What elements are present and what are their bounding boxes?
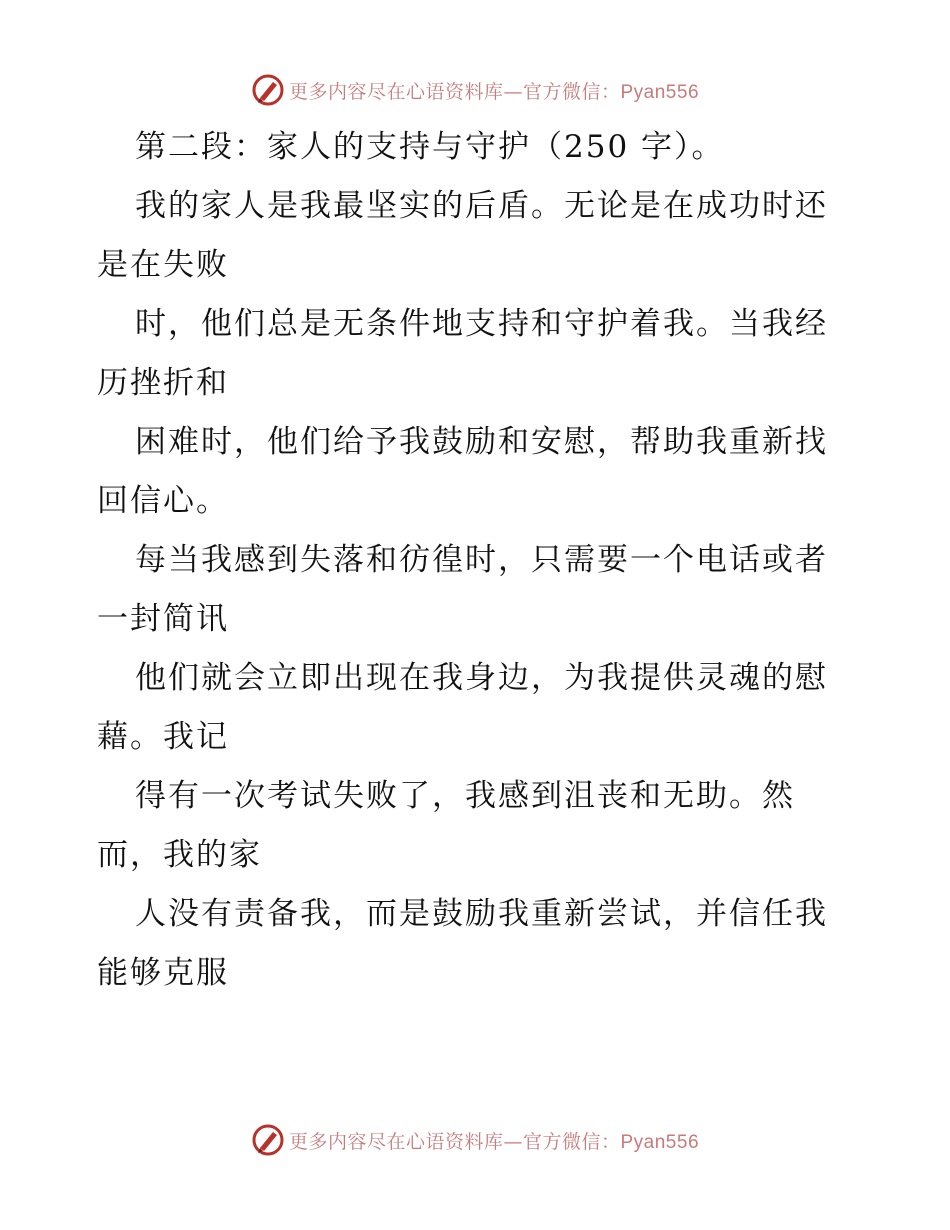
text-line: 是在失败: [97, 247, 229, 283]
text-line: 能够克服: [97, 955, 229, 991]
text-line: 一封简讯: [97, 601, 229, 637]
footer-watermark: [0, 1120, 950, 1160]
text-line: 得有一次考试失败了，我感到沮丧和无助。然: [135, 778, 795, 814]
text-line: 历挫折和: [97, 365, 229, 401]
header-watermark: [0, 70, 950, 110]
text-line: 而，我的家: [97, 837, 262, 873]
text-line: 时，他们总是无条件地支持和守护着我。当我经: [135, 306, 828, 342]
document-body: [97, 118, 857, 1003]
text-line: 回信心。: [97, 483, 229, 519]
text-line: 藉。我记: [97, 719, 229, 755]
text-line: 第二段：家人的支持与守护（250 字）。: [135, 129, 725, 165]
text-line: 我的家人是我最坚实的后盾。无论是在成功时还: [135, 188, 828, 224]
text-line: 他们就会立即出现在我身边，为我提供灵魂的慰: [135, 660, 828, 696]
pen-logo-icon: [251, 73, 285, 107]
watermark-text: 更多内容尽在心语资料库—官方微信：Pyan556: [288, 1130, 700, 1153]
pen-logo-icon: [251, 1123, 285, 1157]
text-line: 人没有责备我，而是鼓励我重新尝试，并信任我: [135, 896, 828, 932]
watermark-text: 更多内容尽在心语资料库—官方微信：Pyan556: [288, 80, 700, 103]
text-line: 困难时，他们给予我鼓励和安慰，帮助我重新找: [135, 424, 828, 460]
text-line: 每当我感到失落和彷徨时，只需要一个电话或者: [135, 542, 828, 578]
